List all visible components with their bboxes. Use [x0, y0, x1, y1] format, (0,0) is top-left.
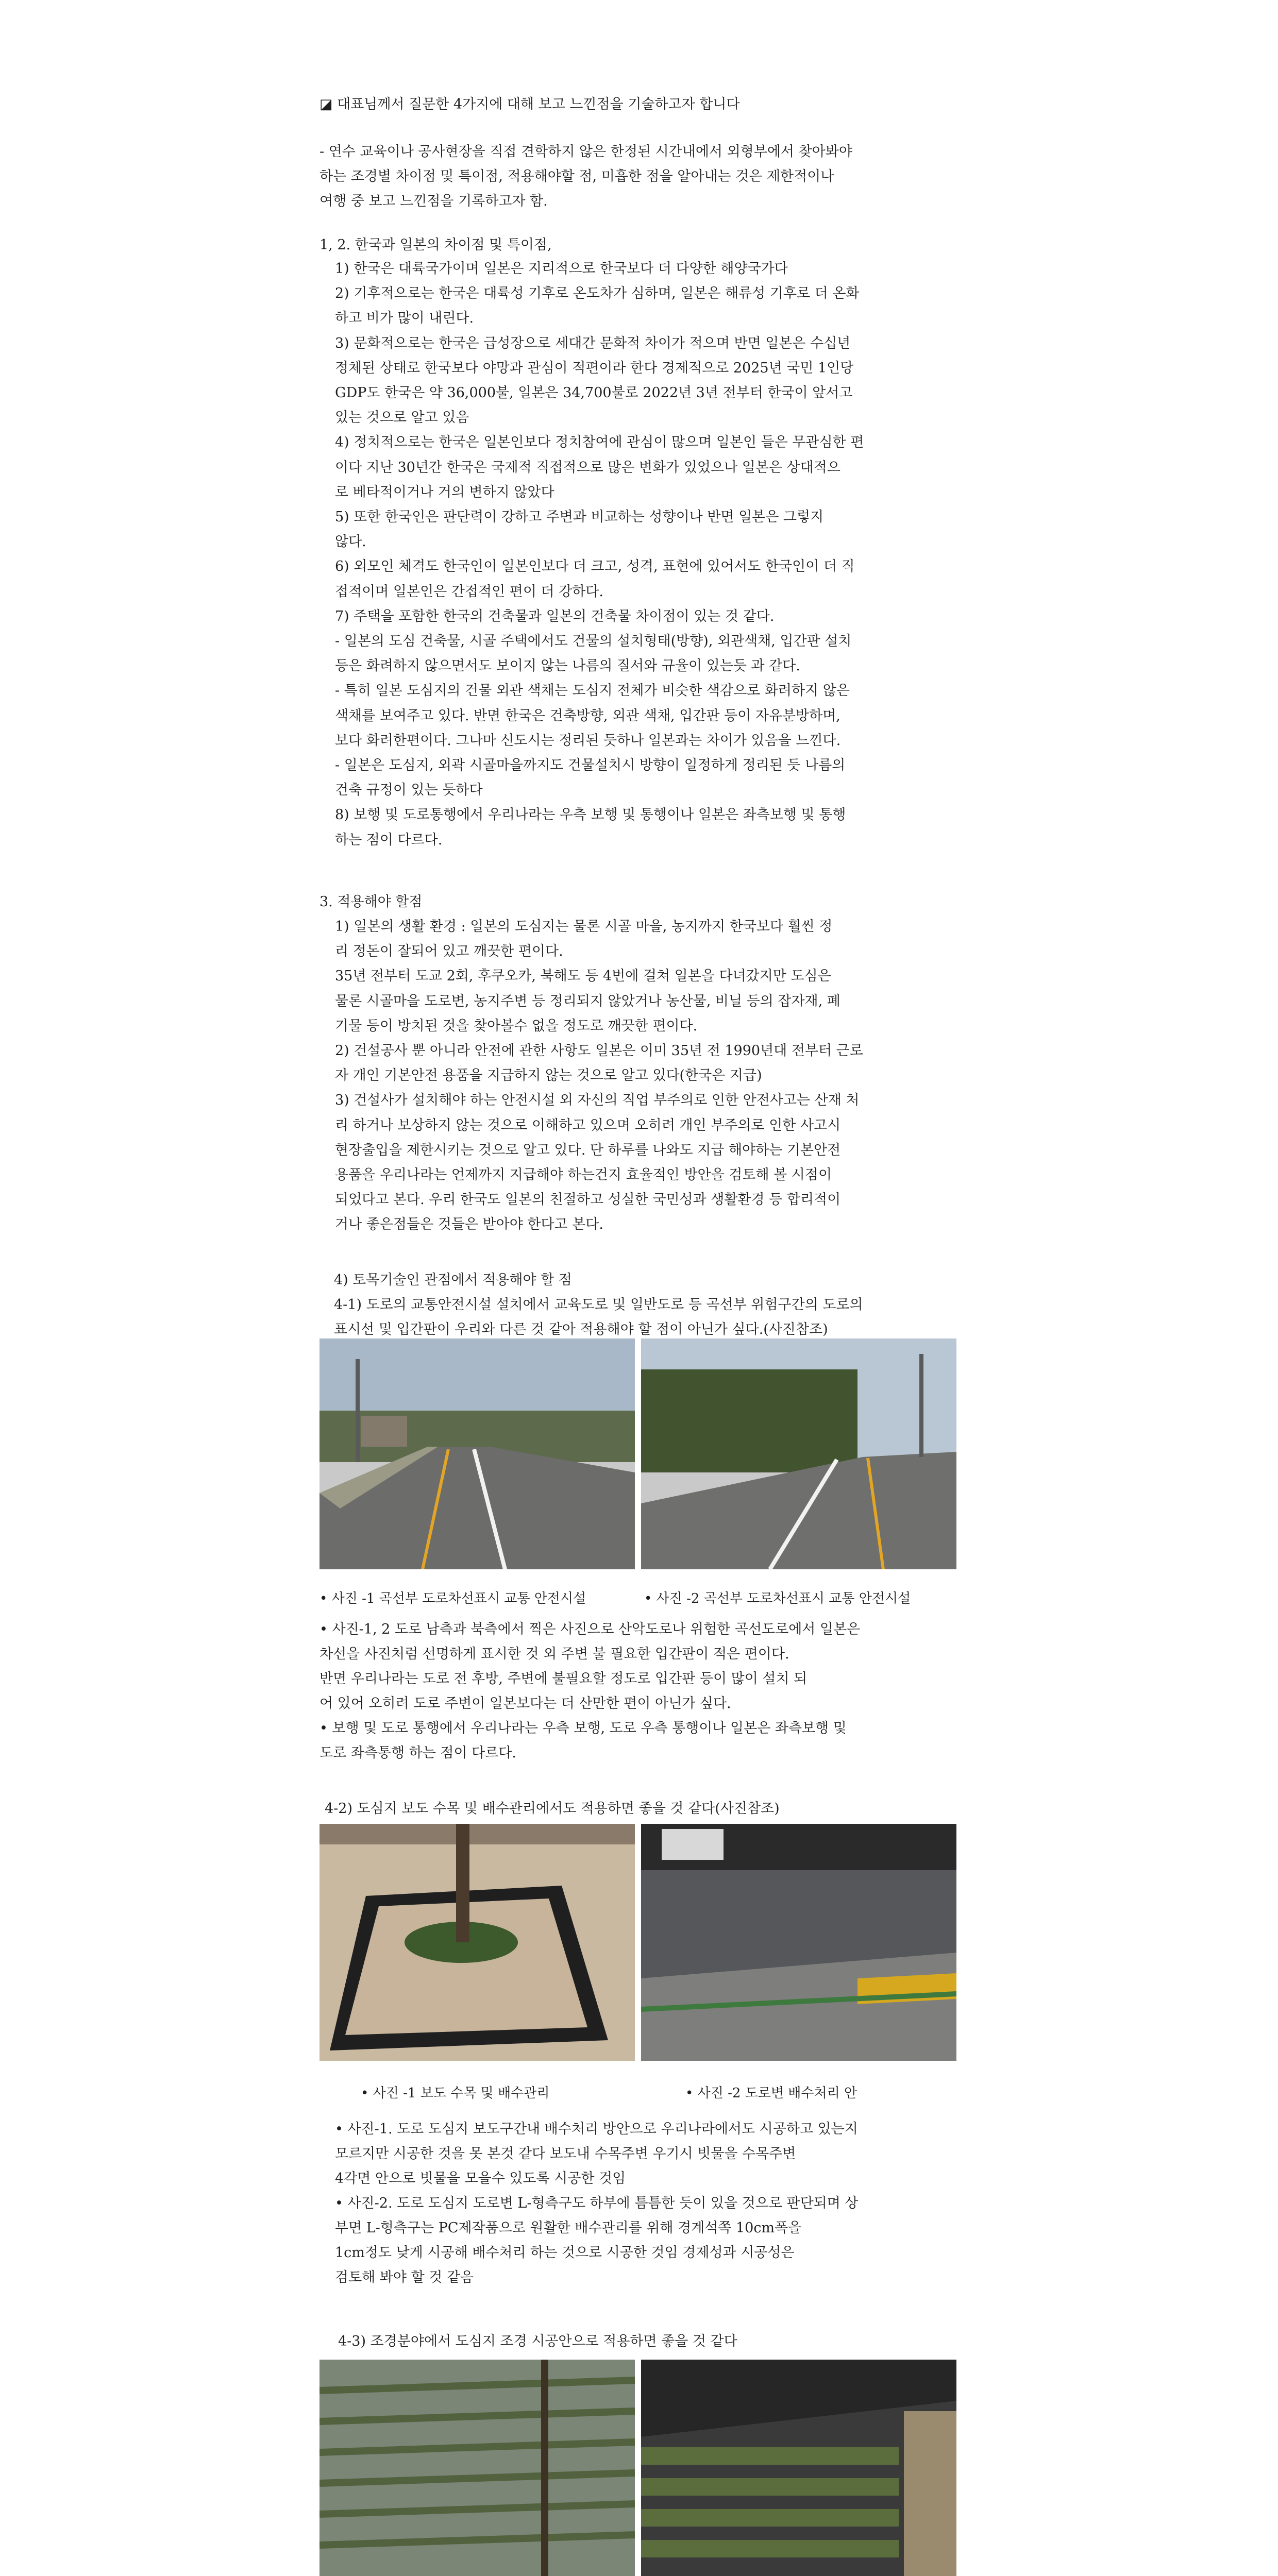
photo-row-drainage	[320, 1824, 956, 2061]
subsection-heading: 4-3) 조경분야에서 도심지 조경 시공안으로 적용하면 좋을 것 같다	[338, 2333, 737, 2349]
photo-row-green-walls	[320, 2360, 956, 2576]
body-line: 8) 보행 및 도로통행에서 우리나라는 우측 보행 및 통행이나 일본은 좌측보행 및 통행	[335, 807, 846, 823]
body-line: • 보행 및 도로 통행에서 우리나라는 우측 보행, 도로 우측 통행이나 일본은 좌측보행 및	[320, 1720, 847, 1736]
body-line: • 사진-1, 2 도로 남측과 북측에서 찍은 사진으로 산악도로나 위험한 곡선도로에서 일본은	[320, 1621, 861, 1637]
photo-curved-road-north	[641, 1338, 956, 1569]
body-line: 1) 한국은 대륙국가이며 일본은 지리적으로 한국보다 더 다양한 해양국가다	[335, 261, 788, 277]
body-line: 어 있어 오히려 도로 주변이 일본보다는 더 산만한 편이 아닌가 싶다.	[320, 1696, 731, 1711]
photo-row-curve-roads	[320, 1338, 956, 1569]
photo-indoor-green-wall	[641, 2360, 956, 2576]
body-line: 건축 규정이 있는 듯하다	[335, 782, 483, 799]
body-line: 있는 것으로 알고 있음	[335, 410, 469, 426]
body-line: 정체된 상태로 한국보다 야망과 관심이 적편이라 한다 경제적으로 2025년 국민 1인당	[335, 360, 854, 376]
body-line: 접적이며 일본인은 간접적인 편이 더 강하다.	[335, 583, 603, 600]
body-line: 되었다고 본다. 우리 한국도 일본의 친절하고 성실한 국민성과 생활환경 등 합리적이	[335, 1192, 841, 1208]
body-line: 도로 좌측통행 하는 점이 다르다.	[320, 1745, 516, 1761]
body-line: 거나 좋은점들은 것들은 받아야 한다고 본다.	[335, 1216, 603, 1233]
body-line: 검토해 봐야 할 것 같음	[335, 2269, 474, 2285]
body-line: 물론 시골마을 도로변, 농지주변 등 정리되지 않았거나 농산물, 비닐 등의 잡자재, 폐	[335, 993, 840, 1009]
section-heading: 3. 적용해야 할점	[320, 894, 423, 910]
body-line: 4) 정치적으로는 한국은 일본인보다 정치참여에 관심이 많으며 일본인 들은 무관심한 편	[335, 434, 864, 451]
body-line: 리 하거나 보상하지 않는 것으로 이해하고 있으며 오히려 개인 부주의로 인한 사고시	[335, 1117, 841, 1133]
body-line: 기물 등이 방치된 것을 찾아볼수 없을 정도로 깨끗한 편이다.	[335, 1018, 698, 1034]
body-line: 1cm정도 낮게 시공해 배수처리 하는 것으로 시공한 것임 경제성과 시공성은	[335, 2245, 795, 2261]
body-line: 자 개인 기본안전 용품을 지급하지 않는 것으로 알고 있다(한국은 지급)	[335, 1067, 762, 1084]
report-header: ◪ 대표님께서 질문한 4가지에 대해 보고 느낀점을 기술하고자 합니다	[320, 96, 740, 112]
body-line: 용품을 우리나라는 언제까지 지급해야 하는건지 효율적인 방안을 검토해 볼 시점이	[335, 1167, 832, 1183]
body-line: 모르지만 시공한 것을 못 본것 같다 보도내 수목주변 우기시 빗물을 수목주변	[335, 2146, 796, 2162]
photo-road-drain	[641, 1824, 956, 2061]
photo-caption: • 사진 -2 곡선부 도로차선표시 교통 안전시설	[644, 1591, 911, 1606]
section-heading: 1, 2. 한국과 일본의 차이점 및 특이점,	[320, 237, 552, 253]
photo-sidewalk-tree	[320, 1824, 635, 2061]
body-line: GDP도 한국은 약 36,000불, 일본은 34,700불로 2022년 3년 전부터 한국이 앞서고	[335, 385, 853, 401]
subsection-heading: 4-1) 도로의 교통안전시설 설치에서 교육도로 및 일반도로 등 곡선부 위험구간의 도로의	[334, 1297, 863, 1313]
body-line: 반면 우리나라는 도로 전 후방, 주변에 불필요할 정도로 입간판 등이 많이 설치 되	[320, 1671, 808, 1687]
body-line: • 사진-1. 도로 도심지 보도구간내 배수처리 방안으로 우리나라에서도 시공하고 있는지	[335, 2121, 858, 2137]
body-line: 7) 주택을 포함한 한국의 건축물과 일본의 건축물 차이점이 있는 것 같다.	[335, 608, 775, 624]
body-line: 1) 일본의 생활 환경 : 일본의 도심지는 물론 시골 마을, 농지까지 한국보다 훨씬 정	[335, 919, 833, 935]
body-line: - 특히 일본 도심지의 건물 외관 색채는 도심지 전체가 비슷한 색감으로 화려하지 않은	[335, 683, 850, 699]
body-line: 5) 또한 한국인은 판단력이 강하고 주변과 비교하는 성향이나 반면 일본은 그렇지	[335, 509, 824, 525]
body-line: • 사진-2. 도로 도심지 도로변 L-형측구도 하부에 틈틈한 듯이 있을 것으로 판단되며 상	[335, 2195, 859, 2211]
body-line: 2) 건설공사 뿐 아니라 안전에 관한 사항도 일본은 이미 35년 전 1990년대 전부터 근로	[335, 1043, 863, 1059]
body-line: 6) 외모인 체격도 한국인이 일본인보다 더 크고, 성격, 표현에 있어서도 한국인이 더 직	[335, 558, 855, 575]
photo-caption: • 사진 -2 도로변 배수처리 안	[685, 2086, 857, 2101]
body-line: 4각면 안으로 빗물을 모을수 있도록 시공한 것임	[335, 2171, 626, 2187]
body-line: 로 베타적이거나 거의 변하지 않았다	[335, 484, 554, 500]
body-line: 3) 건설사가 설치해야 하는 안전시설 외 자신의 직업 부주의로 인한 안전사고는 산재 처	[335, 1092, 860, 1109]
photo-caption: • 사진 -1 보도 수목 및 배수관리	[361, 2086, 550, 2101]
body-line: 리 정돈이 잘되어 있고 깨끗한 편이다.	[335, 943, 563, 960]
body-line: 35년 전부터 도교 2회, 후쿠오카, 북해도 등 4번에 걸쳐 일본을 다녀갔지만 도심은	[335, 968, 831, 985]
body-line: 하는 점이 다르다.	[335, 832, 443, 848]
body-line: 등은 화려하지 않으면서도 보이지 않는 나름의 질서와 규율이 있는듯 과 같다.	[335, 658, 800, 674]
body-line: 차선을 사진처럼 선명하게 표시한 것 외 주변 불 필요한 입간판이 적은 편이다.	[320, 1646, 789, 1662]
photo-building-green-wall	[320, 2360, 635, 2576]
subsection-heading: 표시선 및 입간판이 우리와 다른 것 같아 적용해야 할 점이 아닌가 싶다.(사진참조)	[334, 1321, 828, 1337]
subsection-heading: 4-2) 도심지 보도 수목 및 배수관리에서도 적용하면 좋을 것 같다(사진참조)	[325, 1801, 780, 1817]
intro-line: - 연수 교육이나 공사현장을 직접 견학하지 않은 한정된 시간내에서 외형부에서 찾아봐야	[320, 144, 852, 160]
body-line: 현장출입을 제한시키는 것으로 알고 있다. 단 하루를 나와도 지급 해야하는 기본안전	[335, 1142, 841, 1158]
body-line: 3) 문화적으로는 한국은 급성장으로 세대간 문화적 차이가 적으며 반면 일본은 수십년	[335, 335, 851, 351]
body-line: - 일본의 도심 건축물, 시골 주택에서도 건물의 설치형태(방향), 외관색채, 입간판 설치	[335, 633, 852, 649]
body-line: 부면 L-형측구는 PC제작품으로 원활한 배수관리를 위해 경계석쪽 10cm폭을	[335, 2220, 802, 2236]
body-line: 2) 기후적으로는 한국은 대륙성 기후로 온도차가 심하며, 일본은 해류성 기후로 더 온화	[335, 285, 860, 302]
body-line: 색채를 보여주고 있다. 반면 한국은 건축방향, 외관 색채, 입간판 등이 자유분방하며,	[335, 707, 840, 724]
photo-curved-road-south	[320, 1338, 635, 1569]
body-line: - 일본은 도심지, 외곽 시골마을까지도 건물설치시 방향이 일정하게 정리된 듯 나름의	[335, 757, 846, 773]
photo-caption: • 사진 -1 곡선부 도로차선표시 교통 안전시설	[320, 1591, 586, 1606]
body-line: 보다 화려한편이다. 그나마 신도시는 정리된 듯하나 일본과는 차이가 있음을 느낀다.	[335, 732, 841, 749]
intro-line: 하는 조경별 차이점 및 특이점, 적용해야할 점, 미흡한 점을 알아내는 것은 제한적이나	[320, 168, 834, 184]
section-heading: 4) 토목기술인 관점에서 적용해야 할 점	[334, 1272, 572, 1288]
body-line: 하고 비가 많이 내린다.	[335, 310, 474, 327]
body-line: 이다 지난 30년간 한국은 국제적 직접적으로 많은 변화가 있었으나 일본은 상대적으	[335, 459, 840, 476]
body-line: 않다.	[335, 534, 366, 550]
intro-line: 여행 중 보고 느낀점을 기록하고자 함.	[320, 193, 548, 209]
